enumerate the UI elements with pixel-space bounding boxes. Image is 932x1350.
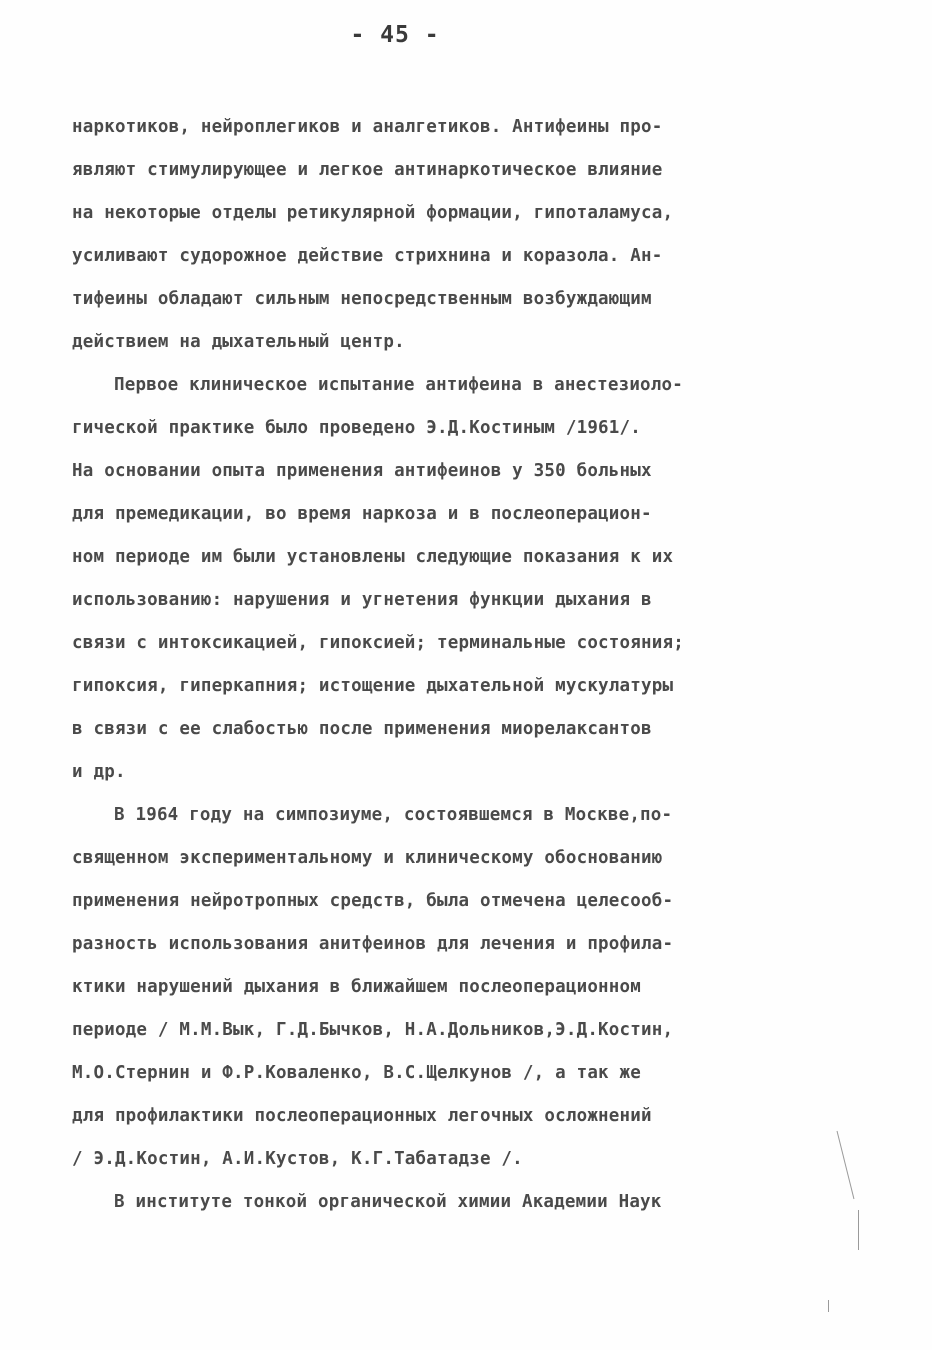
text-line: периоде / М.М.Вык, Г.Д.Бычков, Н.А.Дольников,Э.Д.Костин, [72,1020,674,1040]
text-line: священном экспериментальному и клиническому обоснованию [72,848,663,868]
text-line: для профилактики послеоперационных легочных осложнений [72,1106,652,1126]
text-line: в связи с ее слабостью после применения миорелаксантов [72,719,652,739]
text-line: М.О.Стернин и Ф.Р.Коваленко, В.С.Щелкунов /, а так же [72,1063,642,1083]
text-line: для премедикации, во время наркоза и в послеоперацион- [72,504,652,524]
text-line: ном периоде им были установлены следующие показания к их [72,547,674,567]
text-line: тифеины обладают сильным непосредственным возбуждающим [72,289,652,309]
text-line: на некоторые отделы ретикулярной формации, гипоталамуса, [72,203,674,223]
paragraph-start-line: В 1964 году на симпозиуме, состоявшемся в Москве,по- [114,805,673,825]
text-line: и др. [72,762,126,782]
scan-mark [858,1210,859,1250]
text-line: усиливают судорожное действие стрихнина и коразола. Ан- [72,246,663,266]
scan-mark [828,1300,829,1312]
paragraph-start-line: Первое клиническое испытание антифеина в анестезиоло- [114,375,684,395]
text-line: действием на дыхательный центр. [72,332,405,352]
text-line: связи с интоксикацией, гипоксией; терминальные состояния; [72,633,684,653]
text-line: применения нейротропных средств, была отмечена целесооб- [72,891,674,911]
text-line: гической практике было проведено Э.Д.Костиным /1961/. [72,418,642,438]
text-line: наркотиков, нейроплегиков и аналгетиков. Антифеины про- [72,117,663,137]
text-line: / Э.Д.Костин, А.И.Кустов, К.Г.Табатадзе /. [72,1149,523,1169]
text-line: являют стимулирующее и легкое антинаркотическое влияние [72,160,663,180]
text-line: ктики нарушений дыхания в ближайшем послеоперационном [72,977,642,997]
text-line: использованию: нарушения и угнетения функции дыхания в [72,590,652,610]
body-text [72,106,862,1224]
page-number: - 45 - [350,22,440,48]
paragraph-start-line: В институте тонкой органической химии Академии Наук [114,1192,662,1212]
text-line: разность использования анитфеинов для лечения и профила- [72,934,674,954]
text-line: гипоксия, гиперкапния; истощение дыхательной мускулатуры [72,676,674,696]
text-line: На основании опыта применения антифеинов у 350 больных [72,461,652,481]
